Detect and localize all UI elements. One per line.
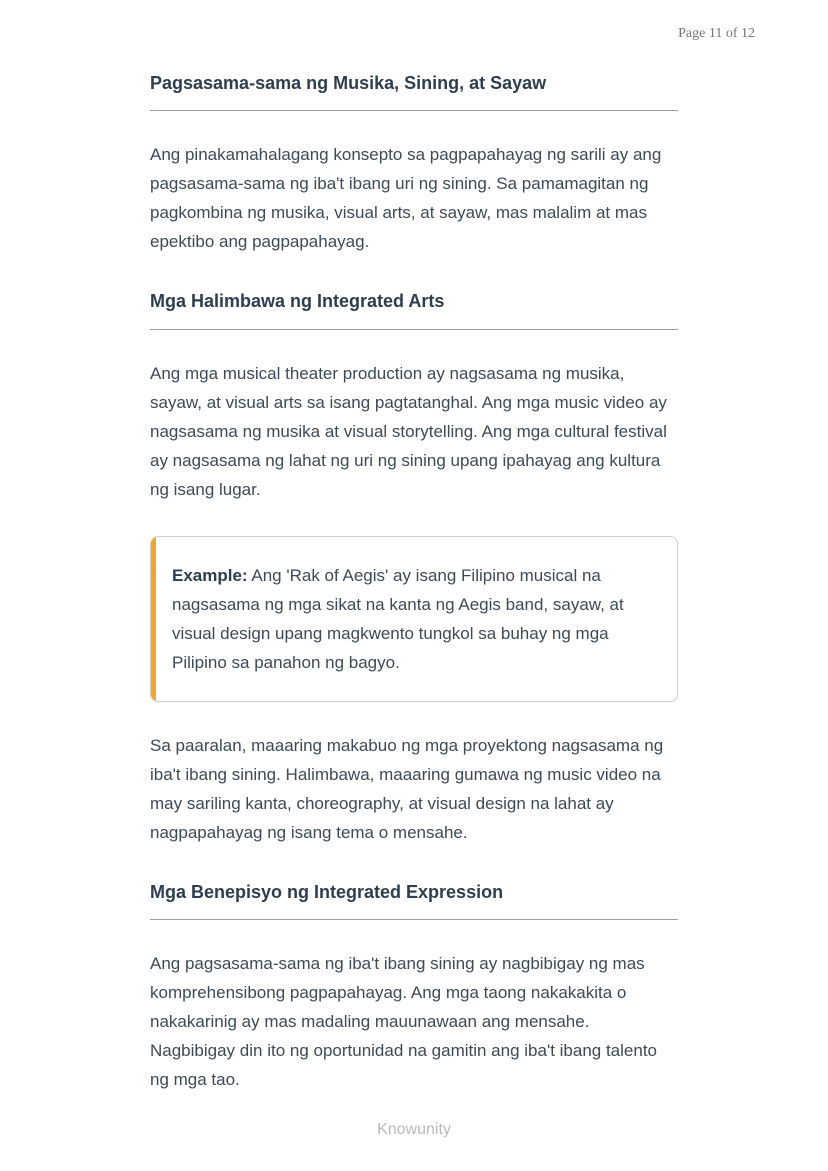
example-text-block [172, 561, 653, 677]
heading-rule [150, 329, 678, 330]
section-heading-benepisyo: Mga Benepisyo ng Integrated Expression [150, 881, 504, 902]
paragraph-benefits: Ang pagsasama-sama ng iba't ibang sining ay nagbibigay ng mas komprehensibong pagpapahayag. Ang mga taong nakakakita o nakakarinig ay mas madaling mauunawaan ang mensahe. Nagbibigay din ito ng oportunidad na gamitin ang iba't ibang talento ng mga tao. [150, 954, 658, 1090]
footer-brand: Knowunity [377, 1121, 451, 1138]
page-number: Page 11 of 12 [678, 26, 755, 41]
example-callout [150, 536, 678, 702]
example-label: Example: [172, 565, 248, 585]
paragraph-school-projects: Sa paaralan, maaaring makabuo ng mga proyektong nagsasama ng iba't ibang sining. Halimbawa, maaaring gumawa ng music video na may sariling kanta, choreography, at visual design na lahat ay nagpapahayag ng isang tema o mensahe. [150, 735, 664, 842]
paragraph-intro: Ang pinakamahalagang konsepto sa pagpapahayag ng sarili ay ang pagsasama-sama ng iba't ibang uri ng sining. Sa pamamagitan ng pagkombina ng musika, visual arts, at sayaw, mas malalim at mas epektibo ang pagpapahayag. [150, 145, 662, 252]
callout-accent-bar [151, 537, 156, 701]
heading-rule [150, 919, 678, 920]
paragraph-examples: Ang mga musical theater production ay nagsasama ng musika, sayaw, at visual arts sa isang pagtatanghal. Ang mga music video ay nagsasama ng musika at visual storytelling. Ang mga cultural festival ay nagsasama ng lahat ng uri ng sining upang ipahayag ang kultura ng isang lugar. [150, 363, 667, 499]
section-heading-pagsasama: Pagsasama-sama ng Musika, Sining, at Sayaw [150, 73, 547, 93]
heading-rule [150, 110, 678, 111]
section-heading-halimbawa: Mga Halimbawa ng Integrated Arts [150, 291, 445, 312]
example-text: Ang 'Rak of Aegis' ay isang Filipino musical na nagsasama ng mga sikat na kanta ng Aegis band, sayaw, at visual design upang magkwento tungkol sa buhay ng mga Pilipino sa panahon ng bagyo. [172, 565, 624, 672]
document-content [150, 72, 678, 1094]
